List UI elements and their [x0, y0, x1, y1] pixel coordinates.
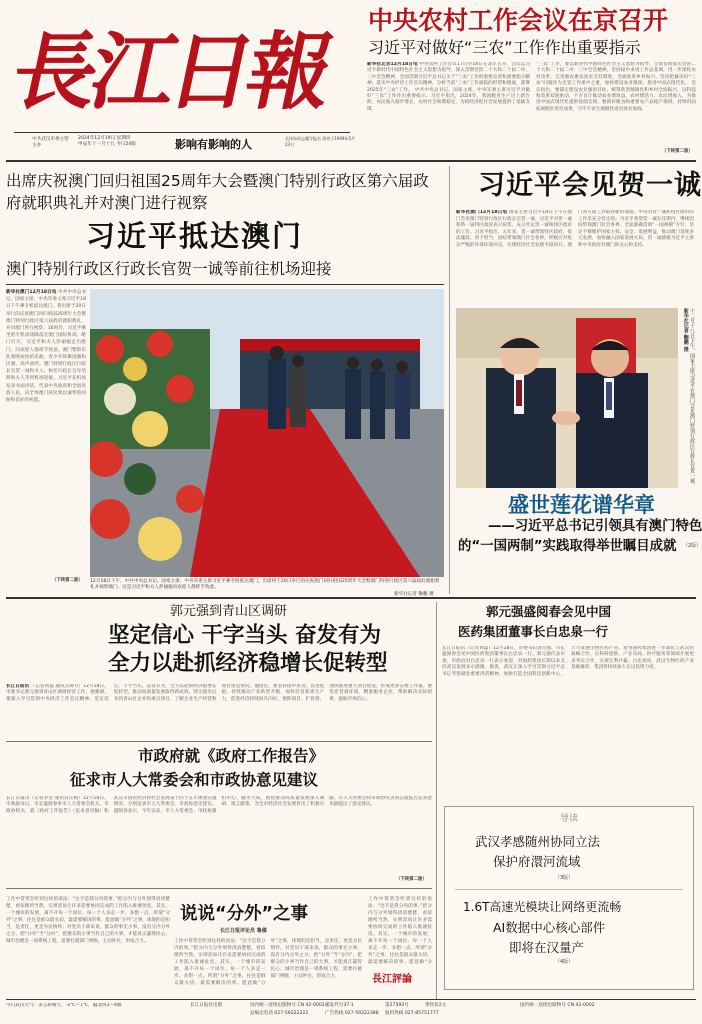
guide-divider	[455, 889, 683, 890]
footer-post: 邮发代号37-1	[325, 1003, 354, 1008]
masthead-slogan: 影响有影响的人	[175, 138, 252, 151]
commentary-body-text-c: 工作中常常会听到这样的说法：“这不是我分内的事。”把分内与分外划得清清楚楚，看似理所当然，实则容易让许多需要协同完成的工作陷入推诿扯皮。其实，一个城市的发展，离不开每一个岗位、每一个人多走一步、多想一点。所谓“分外”之事，往往是群众最关切、最需要解决的事。愿意做“分	[368, 897, 432, 965]
meeting-vertical-credit: 新华社记者 鞠鹏 摄	[682, 308, 689, 352]
commentary-body-a	[6, 896, 170, 996]
handshake-photo-svg	[456, 308, 678, 488]
publisher-line: 中共武汉市委主管主办	[32, 137, 69, 148]
guo-side-body-text: 长江日报讯（记者黄磊）12月18日，市委书记郭元强、市长盛阅春会见中国医药集团董事长白忠泉一行。郭元强代表市委、市政府对白忠泉一行表示欢迎，对国药集团长期以来支持武汉发展表示感谢。他说，武汉正深入学习贯彻习近平总书记考察湖北重要讲话精神，加快打造全国科技创新中心，大力发展生物医药产业。希望国药集团进一步深化与武汉的战略合作，在科研创新、产业布局、医疗服务等领域开展更多务实合作，实现互利共赢。白忠泉说，武汉生物医药产业基础雄厚，集团将持续加大在汉投资力度。	[442, 646, 694, 677]
top-story-body-b	[536, 62, 696, 146]
footer-phone: 总编室电话 027-59222222	[250, 1011, 309, 1016]
meeting-body	[456, 210, 694, 304]
meeting-body-text: 国家主席习近平18日下午在澳门会见澳门特别行政区行政长官贺一诚。习近平对贺一诚和新一届特区政府表示祝贺，充分肯定贺一诚和特区政府的工作。习近平指出，五年来，贺一诚带领特区政府，依法施政、勇于担当，团结带领澳门社会各界，积极应对复杂严峻的外部环境冲击，实现经济社会发展平稳回升。澳门各方面工作取得新的成绩。中央对贺一诚和特区政府的工作是充分肯定的。习近平希望贺一诚在任期内，继续团结带领澳门社会各界，全面准确贯彻“一国两制”方针，坚定不移维护国家主权、安全、发展利益，推动澳门适度多元发展，加快融入国家发展大局。贺一诚感谢习近平主席和中央政府对澳门的关心和支持。	[456, 210, 694, 248]
airport-photo-svg	[90, 289, 444, 577]
report-continued: （下转第二版）	[396, 877, 427, 882]
macao-subtitle: 澳门特别行政区行政长官贺一诚等前往机场迎接	[6, 260, 332, 278]
top-story-body-a	[367, 62, 530, 152]
guide-item-4[interactable]: AI数据中心核心部件	[493, 920, 606, 935]
footer-page: 第27593号	[385, 1003, 409, 1008]
commentary-title: 说说“分外”之事	[180, 904, 309, 924]
airport-caption	[90, 579, 444, 599]
footer-ad: 广告热线 027-59222388	[325, 1011, 379, 1016]
essay-title: 盛世莲花谱华章	[508, 493, 655, 517]
top-story-subtitle: 习近平对做好“三农”工作作出重要指示	[368, 38, 641, 57]
guide-item-3[interactable]: 1.6T高速光模块让网络更流畅	[463, 900, 622, 914]
commentary-body-c	[368, 896, 432, 966]
macao-title: 习近平抵达澳门	[86, 219, 304, 253]
airport-photo	[90, 289, 444, 577]
top-story-body-1: 中央农村工作会议17日至18日在北京召开。会议以习近平新时代中国特色社会主义思想为指导，深入贯彻党的二十大和二十届二中、三中全会精神，全面贯彻习近平总书记关于“三农”工作的重要论述和重要指示精神，落实中央经济工作会议精神，分析当前“三农”工作面临的形势和挑战，部署2025年“三农”工作。	[367, 62, 530, 93]
macao-continued: （下转第二版）	[52, 578, 83, 583]
guo-body	[6, 684, 432, 738]
top-story-continued: （下转第二版）	[662, 149, 693, 154]
report-body	[6, 796, 432, 884]
lunar-line: 甲辰年十一月十九 今日24版	[78, 142, 136, 147]
guide-item-2-page: （4版）	[555, 959, 574, 965]
meeting-vertical-caption	[681, 308, 695, 488]
guide-item-1[interactable]: 武汉孝感随州协同立法	[475, 834, 601, 849]
commentary-column-logo: 長江評論	[372, 974, 412, 985]
guo-kicker: 郭元强到青山区调研	[170, 604, 288, 619]
essay-subtitle-1: ——习近平总书记引领具有澳门特色	[488, 519, 702, 534]
guo-body-text: （记者黄磊 通讯员谭力）12月18日，市委书记郭元强到青山区调研经济工作。他强调，要深入学习贯彻中央经济工作会议精神，坚定信心、干字当头、奋发有为，全力以赴抓经济稳增长促转型，推动高质量发展取得新成效。郭元强先后来到青山区企业和重点项目，了解企业生产经营和项目建设情况。他指出，要坚持稳中求进、以进促稳，持续推动产业转型升级，加快培育新质生产力，促进经济持续回升向好。要抓项目、扩投资，加快推进重大项目建设，形成更多实物工作量。要优化营商环境，精准服务企业，帮助解决实际困难，提振市场信心。	[6, 684, 432, 702]
logo-text: 長江日報	[3, 22, 337, 121]
date-line: 2024年12月19日 星期四	[78, 136, 131, 141]
airport-credit: 新华社记者 鞠鹏 摄	[394, 592, 434, 597]
macao-body	[6, 289, 86, 579]
airport-caption-text: 12月18日下午，中共中央总书记、国家主席、中央军委主席习近平乘专机抵达澳门，出席将于20日举行的庆祝澳门回归祖国25周年大会暨澳门特别行政区第六届政府就职典礼并视察澳门。这是习近平和夫人彭丽媛向欢迎人群挥手致意。	[90, 579, 440, 591]
guo-title-2: 全力以赴抓经济稳增长促转型	[108, 651, 388, 676]
guide-label: 导读	[559, 814, 578, 824]
footer-price: 零售价2元	[425, 1003, 447, 1008]
founded-line: 毛泽东同志题写报名 创刊于1949年5月23日	[285, 136, 355, 147]
report-body-text: 长江日报讯（记者李金 通讯员汪祯）12月18日，市委副书记、市长盛阅春率市人大常委会机关、市政协机关，就《政府工作报告》（征求意见稿）和武汉市国民经济和社会发展第十四个五年规划实施情况，分别征求市人大常委会、市政协意见建议。盛阅春表示，今年以来，市人大常委会、市政协紧扣中心、服务大局，围绕推动高质量发展深入调研、建言献策，为全市经济社会发展作出了积极贡献。市人大常委会和市政协负责同志就报告征求意见稿提出了意见建议。	[6, 796, 432, 814]
report-title-2: 征求市人大常委会和市政协意见建议	[70, 771, 319, 789]
commentary-body-text-b: 工作中常常会听到这样的说法：“这不是我分内的事。”把分内与分外划得清清楚楚，看似理所当然，实则容易让许多需要协同完成的工作陷入推诿扯皮。其实，一个城市的发展，离不开每一个岗位、每一个人多走一步、多想一点。所谓“分外”之事，往往是群众最关切、最需要解决的事。愿意做“分外”之事，体现的是担当，是责任，更是为民情怀。对党员干部来说，群众的事无小事，没有分内分外之分。把“分外”当“分内”，把群众的小事当作自己的大事，才能真正赢得民心。城市治理是一项系统工程，需要打破部门界限，主动补位，形成合力。	[174, 939, 362, 986]
guo-title-1: 坚定信心 干字当头 奋发有为	[108, 623, 381, 648]
macao-body-text: 中共中央总书记、国家主席、中央军委主席习近平18日下午乘专机抵达澳门，将出席于20日举行的庆祝澳门回归祖国25周年大会暨澳门特别行政区第六届政府就职典礼，并对澳门进行视察。16时许，习近平乘坐的专机徐徐降落在澳门国际机场。舱门打开，习近平和夫人彭丽媛走出舱门，向欢迎人群挥手致意。澳门警察乐队奏响欢快的乐曲，青少年挥舞国旗和区旗，高声欢呼。澳门特别行政区行政长官贺一诚和夫人、候任行政长官岑浩辉和夫人等到机场迎接。习近平在机场发表书面讲话，代表中央政府和全国各族人民，向全体澳门居民致以诚挚的问候和良好的祝愿。	[6, 290, 86, 404]
guide-item-2[interactable]: 保护府澴河流域	[493, 854, 581, 869]
commentary-body-b	[174, 938, 362, 996]
meeting-vertical-caption-text: 十二月十八日下午，国家主席习近平在澳门会见澳门特别行政区行政长官贺一诚。	[689, 308, 695, 488]
macao-dateline: 新华社澳门12月18日电	[6, 290, 57, 295]
guo-side-title-2: 医药集团董事长白忠泉一行	[458, 624, 609, 639]
essay-subtitle-2: 的“一国两制”实践取得举世瞩目成就	[458, 539, 677, 554]
commentary-byline: 长江日报评论员 鲁穆	[220, 928, 267, 934]
macao-kicker	[6, 170, 444, 214]
guide-box	[444, 806, 694, 990]
guide-item-5[interactable]: 即将在汉量产	[509, 940, 585, 955]
top-story-title: 中央农村工作会议在京召开	[368, 6, 669, 35]
macao-kicker-text: 出席庆祝澳门回归祖国25周年大会暨澳门特别行政区第六届政府就职典礼并对澳门进行视察	[6, 172, 429, 212]
footer-cn-masthead: 国内统一连续出版物号 CN 42-0002	[520, 1003, 595, 1008]
footer-cn: 国内统一连续出版物号 CN 42-0002	[250, 1003, 325, 1008]
commentary-body-text-a: 工作中常常会听到这样的说法：“这不是我分内的事。”把分内与分外划得清清楚楚，看似理所当然，实则容易让许多需要协同完成的工作陷入推诿扯皮。其实，一个城市的发展，离不开每一个岗位、每一个人多走一步、多想一点。所谓“分外”之事，往往是群众最关切、最需要解决的事。愿意做“分外”之事，体现的是担当，是责任，更是为民情怀。对党员干部来说，群众的事无小事，没有分内分外之分。把“分外”当“分内”，把群众的小事当作自己的大事，才能真正赢得民心。城市治理是一项系统工程，需要打破部门界限，主动补位，形成合力。	[6, 897, 170, 944]
handshake-photo	[456, 308, 678, 488]
top-story-body-2: 中共中央总书记、国家主席、中央军委主席习近平对做好“三农”工作作出重要指示。习近平指出，2024年，我国粮食生产迈上新台阶，农民收入稳步增长，农村社会和谐稳定，为稳经济促社会发展提供了基础支撑。	[367, 87, 530, 112]
guo-side-title-1: 郭元强盛阅春会见中国	[486, 604, 612, 619]
meeting-title: 习近平会见贺一诚	[478, 170, 702, 201]
guide-item-1-page: （3版）	[555, 875, 574, 881]
masthead-logo	[3, 22, 344, 134]
top-story-body-3: “三农”工作，要以新时代中国特色社会主义思想为指导，全面贯彻落实党的二十大和二十届二中、三中全会精神，坚持稳中求进工作总基调，进一步深化农村改革，完善强农惠农富农支持制度，全面推进乡村振兴。坚持把解决好“三农”问题作为全党工作重中之重，加快建设农业强国，推进中国式现代化。	[536, 62, 696, 87]
footer-hotline: 报料热线 027-85751777	[385, 1011, 439, 1016]
footer-weather: 今日武汉天气：多云转晴天，-2℃～7℃，偏北风3～4级	[6, 1003, 122, 1008]
top-story-dateline: 新华社北京12月18日电	[367, 62, 418, 67]
essay-page: （2版）	[683, 543, 702, 549]
guo-dateline: 长江日报讯	[6, 684, 30, 689]
guo-side-body	[442, 646, 694, 802]
meeting-dateline: 新华社澳门12月18日电	[456, 210, 508, 215]
top-story-body-4: 会议指出，要锚定建设农业强国目标，统筹新型城镇化和乡村全面振兴，以科技和改革双轮驱动，千方百计推动农业增效益、农村增活力、农民增收入，为推进中国式现代化提供基础支撑。要抓好粮食和重要农产品稳产保供，持续巩固拓展脱贫攻坚成果，守牢不发生规模性返贫致贫底线。	[536, 81, 696, 112]
footer-edition: 长江日报社出版	[190, 1003, 223, 1008]
report-title-1: 市政府就《政府工作报告》	[138, 747, 325, 765]
